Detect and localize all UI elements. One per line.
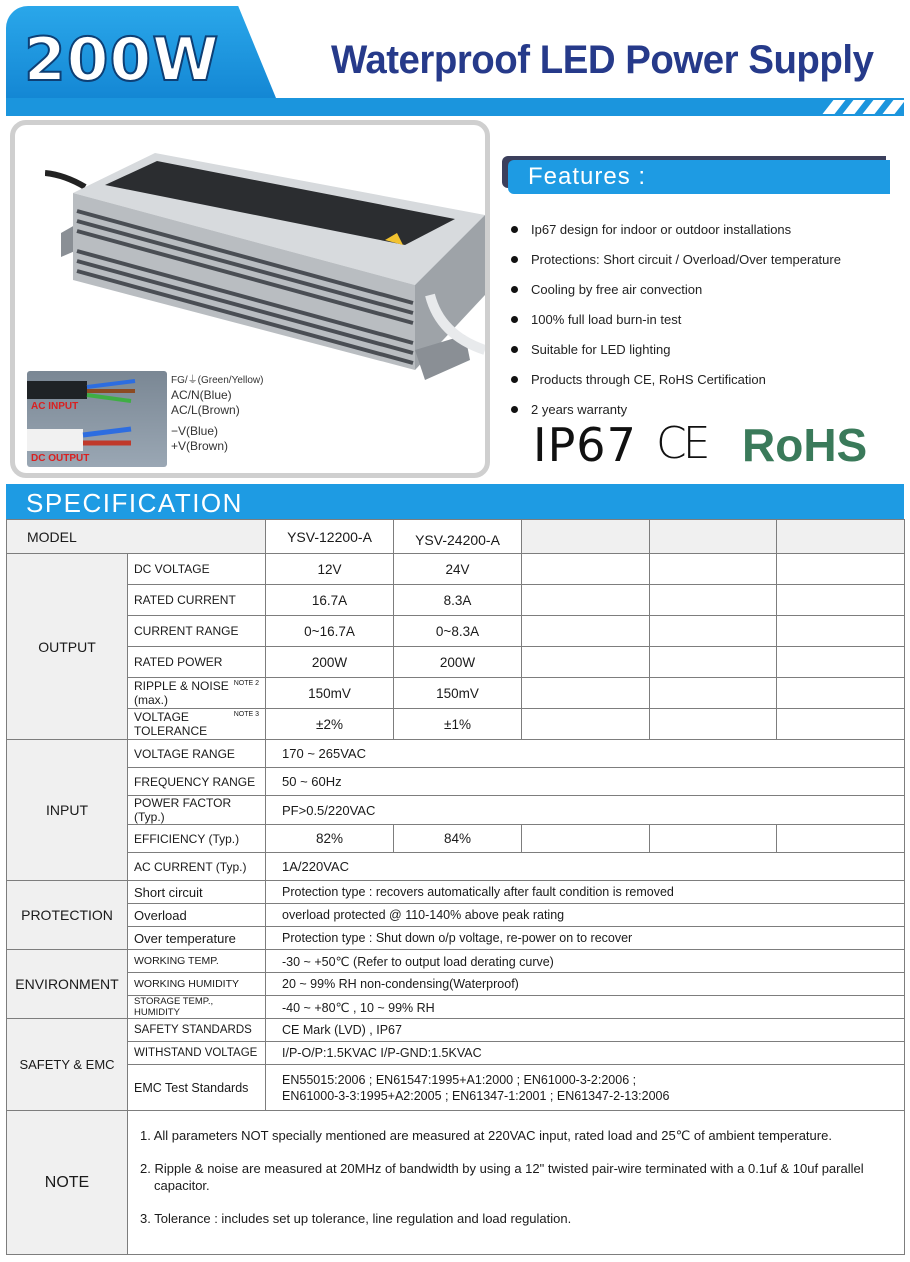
table-row xyxy=(7,825,905,853)
table-row xyxy=(7,647,905,678)
table-row xyxy=(7,881,905,904)
table-row xyxy=(7,950,905,973)
cell-value: Protection type : Shut down o/p voltage, re-power on to recover xyxy=(266,927,905,950)
row-label: WORKING TEMP. xyxy=(128,950,266,973)
row-label: VOLTAGE RANGE xyxy=(128,740,266,768)
table-row xyxy=(7,927,905,950)
row-label: Overload xyxy=(128,904,266,927)
table-row xyxy=(7,740,905,768)
specification-title: SPECIFICATION xyxy=(26,488,243,518)
feature-item: 2 years warranty xyxy=(510,402,841,432)
table-row xyxy=(7,1042,905,1065)
cell-value: 170 ~ 265VAC xyxy=(266,740,905,768)
feature-item: Cooling by free air convection xyxy=(510,282,841,312)
cell-value: 0~8.3A xyxy=(394,616,522,647)
row-label: STORAGE TEMP., HUMIDITY xyxy=(128,996,266,1019)
model-label: MODEL xyxy=(7,520,266,554)
cell-value: 1A/220VAC xyxy=(266,853,905,881)
page-title: Waterproof LED Power Supply xyxy=(331,38,874,82)
table-row xyxy=(7,904,905,927)
feature-item: 100% full load burn-in test xyxy=(510,312,841,342)
note-item: 2. Ripple & noise are measured at 20MHz of bandwidth by using a 12" twisted pair-wire terminated with a 0.1uf & 10uf parallel capacitor. xyxy=(140,1161,864,1193)
cell-value: -30 ~ +50℃ (Refer to output load derating curve) xyxy=(266,950,905,973)
cell-value: -40 ~ +80℃ , 10 ~ 99% RH xyxy=(266,996,905,1019)
wire-vneg-label: −V(Blue) xyxy=(171,424,219,438)
row-label: AC CURRENT (Typ.) xyxy=(128,853,266,881)
note-ref: NOTE 3 xyxy=(233,711,260,718)
ip67-logo: IP67 xyxy=(533,418,637,472)
cell-value: Protection type : recovers automatically after fault condition is removed xyxy=(266,881,905,904)
dc-output-tag: DC OUTPUT xyxy=(31,453,90,464)
feature-item: Suitable for LED lighting xyxy=(510,342,841,372)
wiring-legend xyxy=(171,373,263,454)
table-row xyxy=(7,678,905,709)
cell-value: 12V xyxy=(266,554,394,585)
header-banner xyxy=(6,6,904,114)
cell-value: ±1% xyxy=(394,709,522,740)
rohs-logo: RoHS xyxy=(742,419,868,471)
row-label: DC VOLTAGE xyxy=(128,554,266,585)
table-row xyxy=(7,796,905,825)
cell-value: 16.7A xyxy=(266,585,394,616)
table-row xyxy=(7,709,905,740)
model-2: YSV-24200-A xyxy=(394,520,522,554)
table-row xyxy=(7,1019,905,1042)
ce-logo: CE xyxy=(656,418,707,469)
table-row xyxy=(7,996,905,1019)
output-group-label: OUTPUT xyxy=(7,554,128,740)
wire-acl-label: AC/L(Brown) xyxy=(171,403,240,417)
wiring-photo xyxy=(27,371,167,467)
safety-group-label: SAFETY & EMC xyxy=(7,1019,128,1111)
header-stripes xyxy=(810,100,900,114)
cell-value: 82% xyxy=(266,825,394,853)
table-row xyxy=(7,973,905,996)
note-item: 3. Tolerance : includes set up tolerance, line regulation and load regulation. xyxy=(140,1211,572,1226)
emc-standards-line: EN61000-3-3:1995+A2:2005 ; EN61347-1:2001 ; EN61347-2-13:2006 xyxy=(282,1088,670,1103)
feature-item: Ip67 design for indoor or outdoor installations xyxy=(510,222,841,252)
power-supply-image xyxy=(45,145,485,385)
row-label: EFFICIENCY (Typ.) xyxy=(128,825,266,853)
model-1: YSV-12200-A xyxy=(266,520,394,554)
row-label: WORKING HUMIDITY xyxy=(128,973,266,996)
power-badge: 200W xyxy=(24,25,220,95)
row-label: RATED POWER xyxy=(128,647,266,678)
note-item: 1. All parameters NOT specially mentioned are measured at 220VAC input, rated load and 25℃ of ambient temperature. xyxy=(140,1128,832,1143)
cell-value: 200W xyxy=(394,647,522,678)
row-label: WITHSTAND VOLTAGE xyxy=(128,1042,266,1065)
cell-value: CE Mark (LVD) , IP67 xyxy=(266,1019,905,1042)
model-row xyxy=(7,520,905,554)
cell-value: overload protected @ 110-140% above peak rating xyxy=(266,904,905,927)
row-label: RATED CURRENT xyxy=(128,585,266,616)
cell-value: 150mV xyxy=(394,678,522,709)
features-list xyxy=(510,222,841,432)
features-title: Features : xyxy=(508,160,890,194)
cell-value: 50 ~ 60Hz xyxy=(266,768,905,796)
cell-value: I/P-O/P:1.5KVAC I/P-GND:1.5KVAC xyxy=(266,1042,905,1065)
row-label: EMC Test Standards xyxy=(128,1065,266,1111)
table-row xyxy=(7,554,905,585)
specification-header xyxy=(6,484,904,520)
cell-value: ±2% xyxy=(266,709,394,740)
row-label: CURRENT RANGE xyxy=(128,616,266,647)
row-label: SAFETY STANDARDS xyxy=(128,1019,266,1042)
cell-value: PF>0.5/220VAC xyxy=(266,796,905,825)
wire-vpos-label: +V(Brown) xyxy=(171,439,229,453)
wire-acn-label: AC/N(Blue) xyxy=(171,388,232,402)
cell-value: 20 ~ 99% RH non-condensing(Waterproof) xyxy=(266,973,905,996)
wire-fg-label: FG/⏚(Green/Yellow) xyxy=(171,375,264,386)
cell-value: 150mV xyxy=(266,678,394,709)
table-row xyxy=(7,1065,905,1111)
row-label: POWER FACTOR (Typ.) xyxy=(128,796,266,825)
input-group-label: INPUT xyxy=(7,740,128,881)
ac-input-tag: AC INPUT xyxy=(31,401,79,412)
cell-value: 0~16.7A xyxy=(266,616,394,647)
note-group-label: NOTE xyxy=(7,1111,128,1255)
row-label: Short circuit xyxy=(128,881,266,904)
product-photo-box xyxy=(10,120,490,478)
table-row xyxy=(7,585,905,616)
features-header xyxy=(502,156,890,194)
table-row xyxy=(7,768,905,796)
row-label: VOLTAGE TOLERANCE xyxy=(134,710,208,738)
specification-table xyxy=(6,519,905,1255)
row-label: RIPPLE & NOISE (max.) xyxy=(134,679,229,707)
environment-group-label: ENVIRONMENT xyxy=(7,950,128,1019)
row-label: Over temperature xyxy=(128,927,266,950)
row-label: FREQUENCY RANGE xyxy=(128,768,266,796)
cell-value: 200W xyxy=(266,647,394,678)
note-ref: NOTE 2 xyxy=(233,680,260,687)
header-strip xyxy=(6,98,904,116)
cell-value: 24V xyxy=(394,554,522,585)
note-row xyxy=(7,1111,905,1255)
table-row xyxy=(7,853,905,881)
feature-item: Products through CE, RoHS Certification xyxy=(510,372,841,402)
emc-standards-line: EN55015:2006 ; EN61547:1995+A1:2000 ; EN61000-3-2:2006 ; xyxy=(282,1072,637,1087)
feature-item: Protections: Short circuit / Overload/Over temperature xyxy=(510,252,841,282)
protection-group-label: PROTECTION xyxy=(7,881,128,950)
cell-value: 8.3A xyxy=(394,585,522,616)
cell-value: 84% xyxy=(394,825,522,853)
table-row xyxy=(7,616,905,647)
